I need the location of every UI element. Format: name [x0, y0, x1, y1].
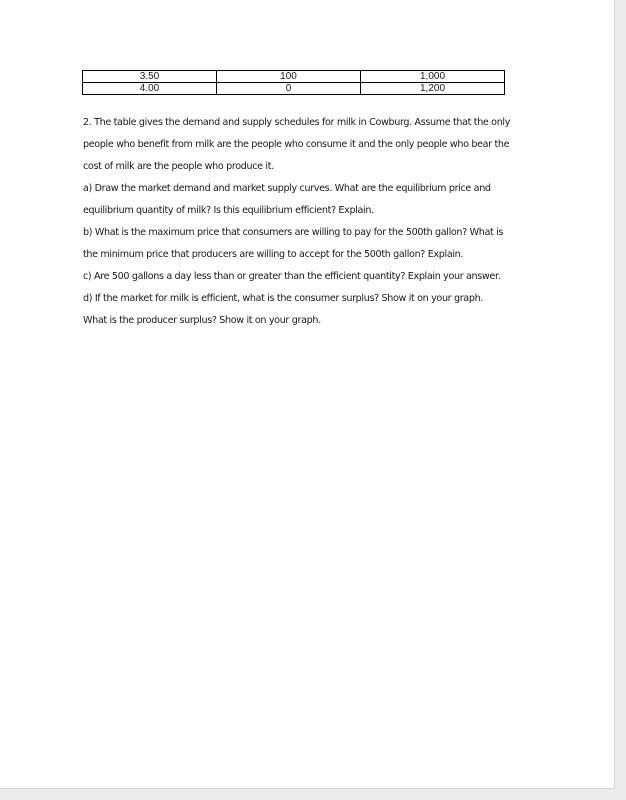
table-cell-quantity-supplied: 1,200 [361, 83, 505, 95]
table-cell-price: 3.50 [83, 71, 217, 83]
table-cell-quantity-demanded: 0 [217, 83, 361, 95]
table-cell-price: 4.00 [83, 83, 217, 95]
schedule-table [82, 70, 505, 95]
table-cell-quantity-demanded: 100 [217, 71, 361, 83]
table-row [83, 71, 505, 83]
question-line: the minimum price that producers are willing to accept for the 500th gallon? Explain. [83, 249, 464, 260]
question-line: What is the producer surplus? Show it on your graph. [83, 315, 321, 326]
question-line: 2. The table gives the demand and supply schedules for milk in Cowburg. Assume that the only [83, 117, 511, 128]
question-line: c) Are 500 gallons a day less than or greater than the efficient quantity? Explain your answer. [83, 271, 501, 282]
table-cell-quantity-supplied: 1,000 [361, 71, 505, 83]
question-line: cost of milk are the people who produce it. [83, 161, 274, 172]
table-row [83, 83, 505, 95]
question-line: d) If the market for milk is efficient, what is the consumer surplus? Show it on your graph. [83, 293, 484, 304]
question-line: b) What is the maximum price that consumers are willing to pay for the 500th gallon? What is [83, 227, 504, 238]
question-text [83, 112, 563, 332]
question-line: equilibrium quantity of milk? Is this equilibrium efficient? Explain. [83, 205, 374, 216]
question-line: a) Draw the market demand and market supply curves. What are the equilibrium price and [83, 183, 491, 194]
question-line: people who benefit from milk are the people who consume it and the only people who bear the [83, 139, 510, 150]
